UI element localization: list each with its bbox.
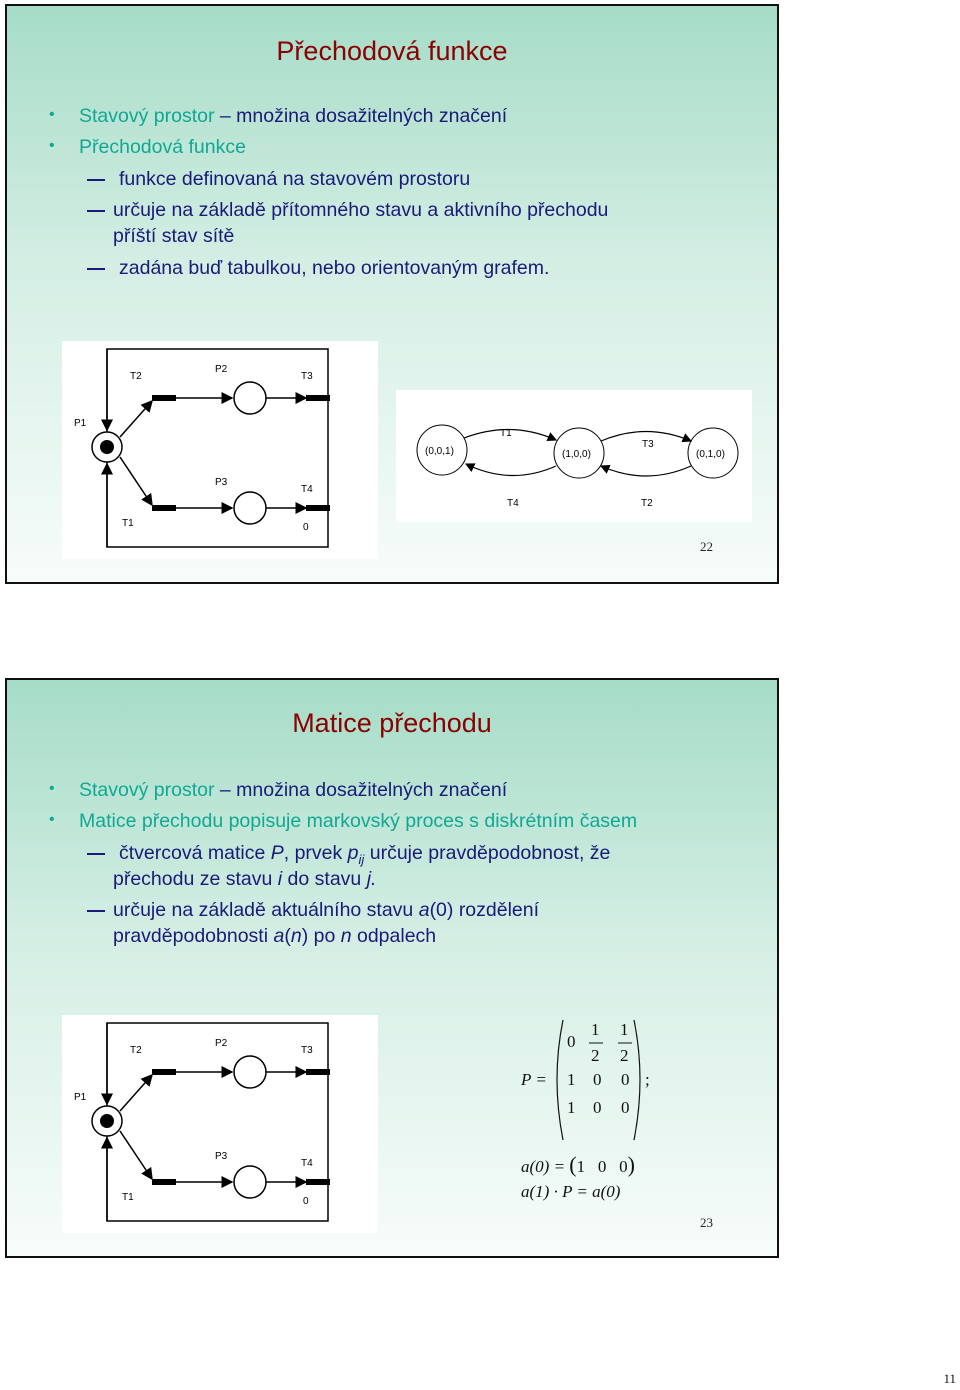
arc-p1-t2 (120, 401, 152, 437)
sub-item-determines: určuje na základě přítomného stavu a aktivního přechodu (113, 199, 609, 221)
label-state-001: (0,0,1) (425, 446, 454, 457)
petri-net-diagram (62, 1015, 378, 1233)
arc-p1-t1 (120, 457, 152, 505)
transition-t1 (152, 505, 176, 511)
petri-net-diagram (62, 341, 378, 559)
matrix-cell-r3c3: 0 (621, 1098, 630, 1117)
dash-marker (87, 179, 105, 181)
label-t3: T3 (301, 1045, 313, 1056)
sub-item-given-by: zadána buď tabulkou, nebo orientovaným grafem. (119, 257, 550, 279)
bullet-matrix: Matice přechodu popisuje markovský proces s diskrétním časem (79, 810, 638, 832)
label-zero: 0 (303, 522, 309, 533)
sheet-page-number: 11 (943, 1371, 956, 1386)
matrix-cell-r1c3-den: 2 (620, 1046, 629, 1065)
slide-title: Matice přechodu (292, 708, 492, 738)
label-p3: P3 (215, 1151, 228, 1162)
label-p1: P1 (74, 418, 87, 429)
transition-t3 (306, 1069, 330, 1075)
label-t4: T4 (301, 1158, 313, 1169)
equation-initial-state: a(0) = (1 0 0) (521, 1152, 635, 1177)
label-p2: P2 (215, 1038, 228, 1049)
sub-item-determines: určuje na základě aktuálního stavu a(0) rozdělení (113, 899, 540, 921)
sub-item-square-matrix-cont: přechodu ze stavu i do stavu j. (113, 868, 377, 890)
place-p2 (234, 1056, 266, 1088)
matrix-cell-r2c1: 1 (567, 1070, 576, 1089)
state-graph-diagram (396, 390, 752, 522)
label-t2: T2 (130, 1045, 142, 1056)
label-p2: P2 (215, 364, 228, 375)
bullet-dot: • (49, 106, 55, 123)
transition-t2 (152, 395, 176, 401)
label-p3: P3 (215, 477, 228, 488)
bullet-transition-function: Přechodová funkce (79, 136, 246, 158)
matrix-lhs: P = (521, 1070, 547, 1089)
definition-text: – množina dosažitelných značení (214, 779, 508, 801)
transition-t3 (306, 395, 330, 401)
matrix-cell-r1c2-den: 2 (591, 1046, 600, 1065)
label-state-100: (1,0,0) (562, 449, 591, 460)
matrix-right-paren (634, 1020, 640, 1140)
bullet-state-space (79, 105, 507, 128)
matrix-cell-r2c3: 0 (621, 1070, 630, 1089)
label-edge-t3: T3 (642, 439, 654, 450)
bullet-dot: • (49, 137, 55, 154)
token-dot (100, 440, 114, 454)
sub-item-square-matrix: čtvercová matice P, prvek $p_{ij}$ určuje pravděpodobnost, že (119, 842, 611, 867)
slide-title: Přechodová funkce (276, 36, 508, 66)
matrix-cell-r2c2: 0 (593, 1070, 602, 1089)
sub-item-determines-cont: pravděpodobnosti a(n) po n odpalech (113, 925, 437, 947)
label-edge-t4: T4 (507, 498, 519, 509)
bullet-dot: • (49, 780, 55, 797)
slide-page-number: 23 (700, 1215, 713, 1230)
label-t4: T4 (301, 484, 313, 495)
place-p3 (234, 492, 266, 524)
bullet-dot: • (49, 811, 55, 828)
transition-t4 (306, 505, 330, 511)
label-t2: T2 (130, 371, 142, 382)
matrix-left-paren (557, 1020, 563, 1140)
edge-t4 (466, 464, 556, 476)
sub-item-defined: funkce definovaná na stavovém prostoru (119, 168, 471, 190)
matrix-cell-r3c2: 0 (593, 1098, 602, 1117)
equation-stationary: a(1) · P = a(0) (521, 1182, 621, 1201)
dash-marker (87, 853, 105, 855)
matrix-cell-r1c3-num: 1 (620, 1020, 629, 1039)
slide-page-number: 22 (700, 539, 713, 554)
dash-marker (87, 210, 105, 212)
slide-matice-prechodu (5, 678, 779, 1258)
label-edge-t1: T1 (500, 428, 512, 439)
sub-item-determines-cont: příští stav sítě (113, 225, 235, 247)
place-p3 (234, 1166, 266, 1198)
transition-t1 (152, 1179, 176, 1185)
token-dot (100, 1114, 114, 1128)
definition-text: – množina dosažitelných značení (214, 105, 508, 127)
matrix-cell-r1c1: 0 (567, 1032, 576, 1051)
label-p1: P1 (74, 1092, 87, 1103)
dash-marker (87, 910, 105, 912)
label-edge-t2: T2 (641, 498, 653, 509)
label-t1: T1 (122, 1192, 134, 1203)
dash-marker (87, 268, 105, 270)
place-p2 (234, 382, 266, 414)
arc-p1-t1 (120, 1131, 152, 1179)
transition-t4 (306, 1179, 330, 1185)
transition-matrix (517, 1016, 677, 1146)
label-t3: T3 (301, 371, 313, 382)
term-stavovy-prostor: Stavový prostor (79, 105, 215, 127)
edge-t2 (601, 466, 691, 476)
bullet-state-space (79, 779, 507, 802)
label-zero: 0 (303, 1196, 309, 1207)
transition-t2 (152, 1069, 176, 1075)
term-stavovy-prostor: Stavový prostor (79, 779, 215, 801)
matrix-cell-r3c1: 1 (567, 1098, 576, 1117)
matrix-semicolon: ; (645, 1070, 650, 1089)
slide-prechodova-funkce (5, 4, 779, 584)
arc-p1-t2 (120, 1075, 152, 1111)
matrix-cell-r1c2-num: 1 (591, 1020, 600, 1039)
label-state-010: (0,1,0) (696, 449, 725, 460)
label-t1: T1 (122, 518, 134, 529)
